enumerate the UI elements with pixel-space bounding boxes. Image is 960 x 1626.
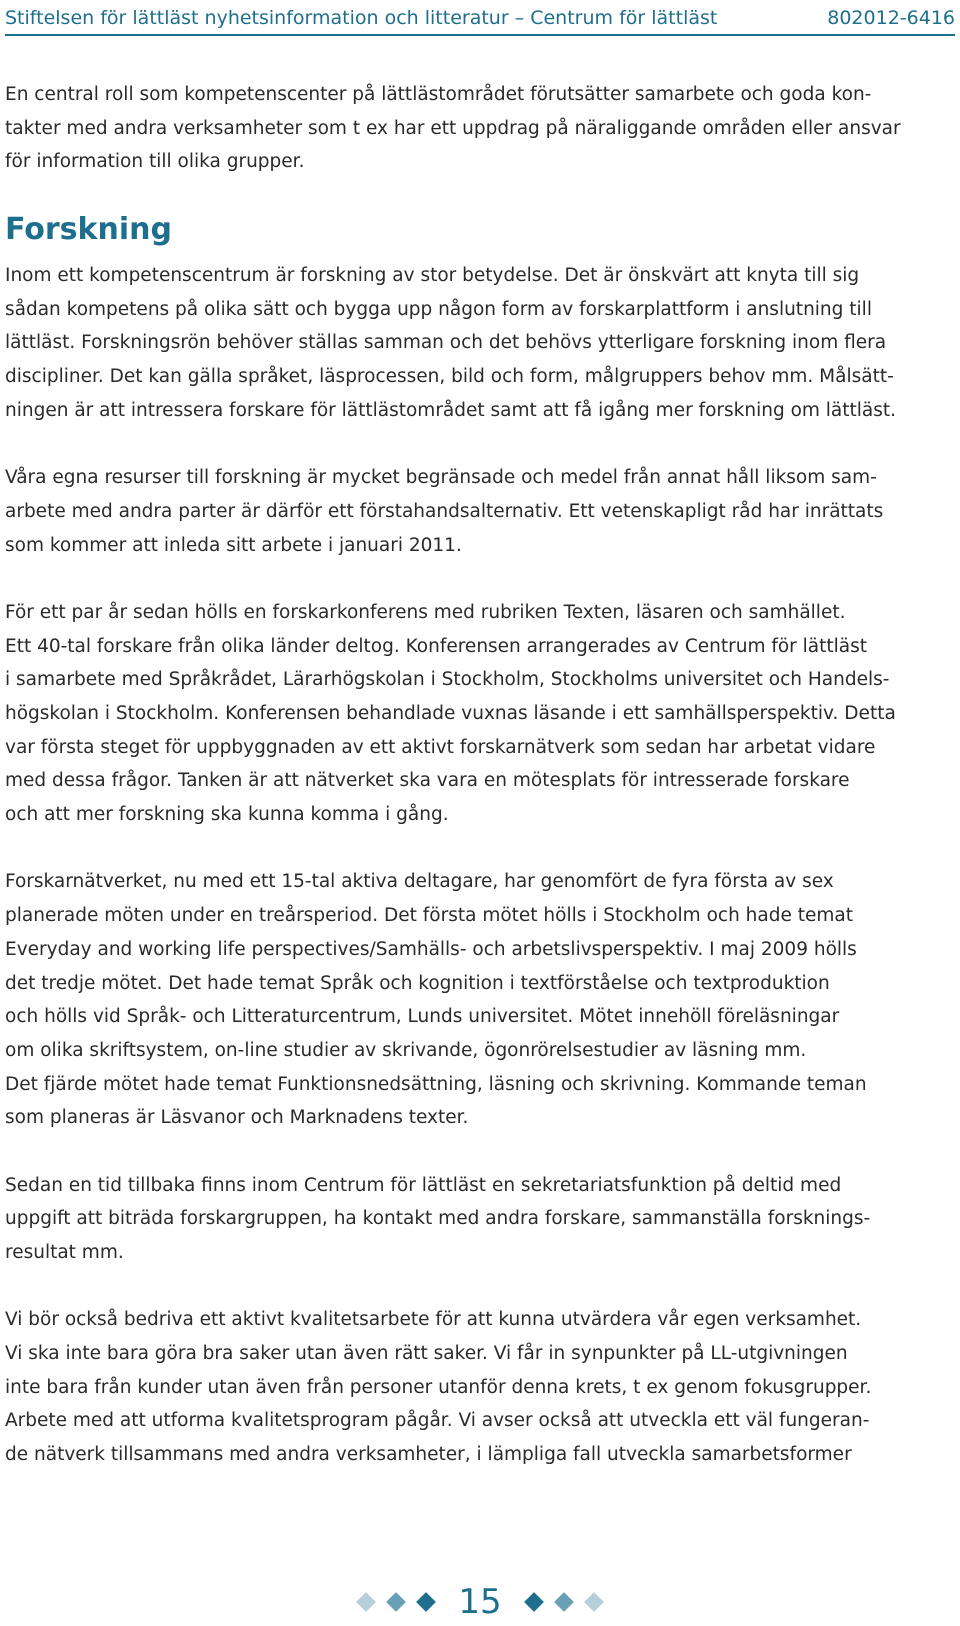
paragraph	[5, 596, 905, 832]
text-line: och att mer forskning ska kunna komma i gång.	[5, 804, 449, 826]
diamond-icon	[356, 1592, 376, 1612]
text-line: i samarbete med Språkrådet, Lärarhögskolan i Stockholm, Stockholms universitet och Handels-	[5, 669, 890, 691]
text-line: som planeras är Läsvanor och Marknadens texter.	[5, 1107, 469, 1129]
text-line: Inom ett kompetenscentrum är forskning av stor betydelse. Det är önskvärt att knyta till sig	[5, 265, 860, 287]
text-line: sådan kompetens på olika sätt och bygga upp någon form av forskarplattform i anslutning till	[5, 298, 872, 320]
text-line: de nätverk tillsammans med andra verksamheter, i lämpliga fall utveckla samarbetsformer	[5, 1444, 852, 1466]
paragraph	[5, 461, 905, 562]
text-line: och hölls vid Språk- och Litteraturcentrum, Lunds universitet. Mötet innehöll föreläsningar	[5, 1006, 840, 1028]
text-line: för information till olika grupper.	[5, 151, 305, 173]
diamond-icon	[386, 1592, 406, 1612]
page-header	[5, 2, 955, 36]
text-line: det tredje mötet. Det hade temat Språk och kognition i textförståelse och textproduktion	[5, 972, 830, 994]
page-content	[5, 78, 905, 1472]
diamond-icon	[584, 1592, 604, 1612]
diamond-icon	[416, 1592, 436, 1612]
header-org-number: 802012-6416	[827, 7, 955, 29]
text-line: inte bara från kunder utan även från personer utanför denna krets, t ex genom fokusgrupper.	[5, 1376, 872, 1398]
text-line: uppgift att biträda forskargruppen, ha kontakt med andra forskare, sammanställa forsknings-	[5, 1208, 871, 1230]
diamond-icon	[554, 1592, 574, 1612]
text-line: Arbete med att utforma kvalitetsprogram pågår. Vi avser också att utveckla ett väl fungeran-	[5, 1410, 870, 1432]
paragraph	[5, 259, 905, 427]
text-line: discipliner. Det kan gälla språket, läsprocessen, bild och form, målgruppers behov mm. Målsätt-	[5, 366, 894, 388]
text-line: Everyday and working life perspectives/Samhälls- och arbetslivsperspektiv. I maj 2009 hölls	[5, 938, 857, 960]
section-heading: Forskning	[5, 212, 172, 248]
text-line: arbete med andra parter är därför ett förstahandsalternativ. Ett vetenskapligt råd har inrättats	[5, 500, 884, 522]
text-line: takter med andra verksamheter som t ex har ett uppdrag på näraliggande områden eller ansvar	[5, 117, 901, 139]
text-line: Forskarnätverket, nu med ett 15-tal aktiva deltagare, har genomfört de fyra första av sex	[5, 871, 834, 893]
text-line: med dessa frågor. Tanken är att nätverket ska vara en mötesplats för intresserade forskare	[5, 770, 850, 792]
paragraph	[5, 1169, 905, 1270]
page-number: 15	[458, 1582, 502, 1622]
text-line: En central roll som kompetenscenter på lättlästområdet förutsätter samarbete och goda kon-	[5, 84, 872, 105]
paragraph	[5, 1303, 905, 1471]
intro-paragraph	[5, 78, 905, 179]
header-title: Stiftelsen för lättläst nyhetsinformation och litteratur – Centrum för lättläst	[5, 7, 718, 29]
text-line: Ett 40-tal forskare från olika länder deltog. Konferensen arrangerades av Centrum för lättläst	[5, 635, 868, 657]
text-line: om olika skriftsystem, on-line studier av skrivande, ögonrörelsestudier av läsning mm.	[5, 1039, 807, 1061]
paragraph	[5, 865, 905, 1135]
text-line: Våra egna resurser till forskning är mycket begränsade och medel från annat håll liksom sam-	[5, 467, 877, 489]
page-footer	[0, 1582, 960, 1622]
text-line: var första steget för uppbyggnaden av ett aktivt forskarnätverk som sedan har arbetat vidare	[5, 736, 876, 758]
text-line: resultat mm.	[5, 1242, 124, 1263]
text-line: Sedan en tid tillbaka finns inom Centrum för lättläst en sekretariatsfunktion på deltid med	[5, 1174, 842, 1196]
text-line: planerade möten under en treårsperiod. Det första mötet hölls i Stockholm och hade temat	[5, 905, 853, 927]
text-line: ningen är att intressera forskare för lättlästområdet samt att få igång mer forskning om lättläst.	[5, 399, 897, 421]
text-line: högskolan i Stockholm. Konferensen behandlade vuxnas läsande i ett samhällsperspektiv. Detta	[5, 703, 896, 724]
text-line: som kommer att inleda sitt arbete i januari 2011.	[5, 534, 462, 556]
diamond-icon	[524, 1592, 544, 1612]
text-line: Vi bör också bedriva ett aktivt kvalitetsarbete för att kunna utvärdera vår egen verksamhet.	[5, 1309, 862, 1331]
text-line: lättläst. Forskningsrön behöver ställas samman och det behövs ytterligare forskning inom flera	[5, 332, 887, 354]
text-line: Det fjärde mötet hade temat Funktionsnedsättning, läsning och skrivning. Kommande teman	[5, 1073, 867, 1095]
text-line: Vi ska inte bara göra bra saker utan även rätt saker. Vi får in synpunkter på LL-utgivningen	[5, 1343, 848, 1365]
text-line: För ett par år sedan hölls en forskarkonferens med rubriken Texten, läsaren och samhället.	[5, 601, 846, 623]
